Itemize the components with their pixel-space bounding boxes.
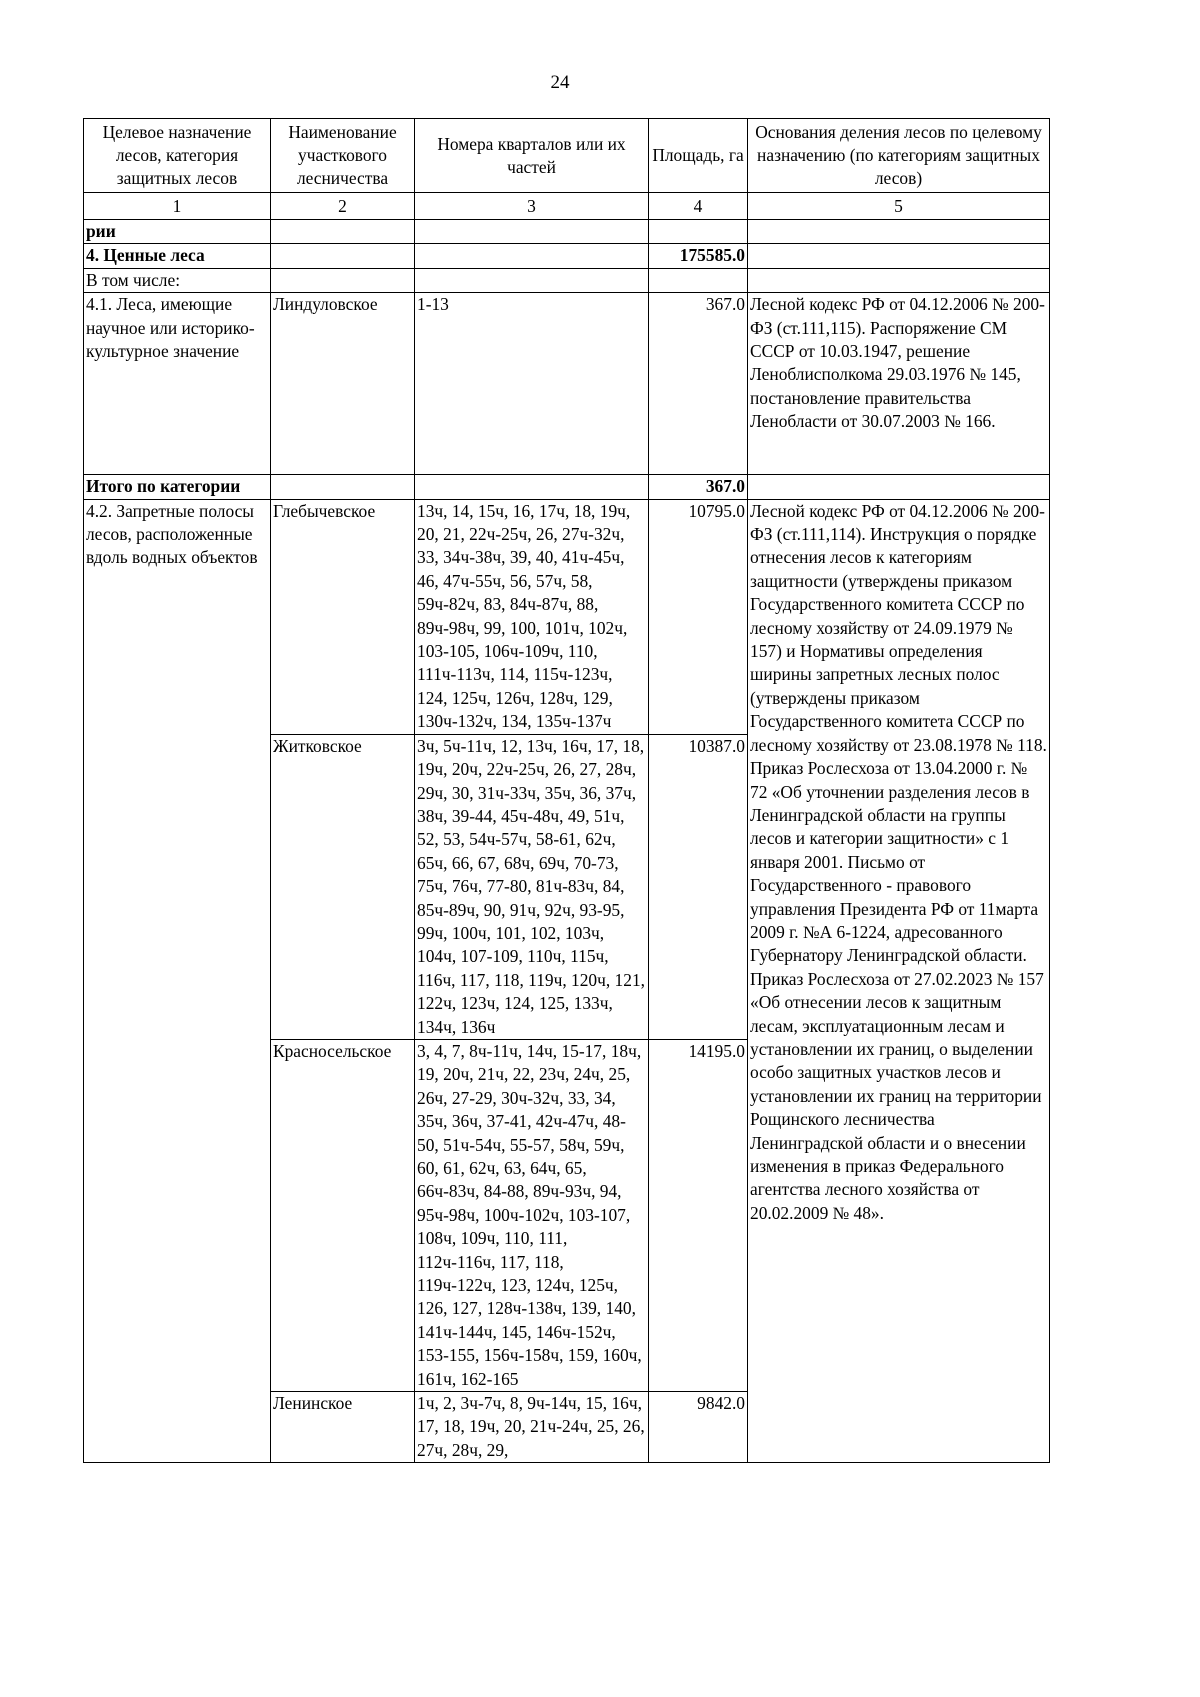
forestry-cell: Глебычевское: [271, 499, 415, 734]
valuable-forests-area: 175585.0: [649, 244, 748, 268]
forestry-cell: Ленинское: [271, 1392, 415, 1463]
basis-cell: Лесной кодекс РФ от 04.12.2006 № 200-ФЗ (ст.111,115). Распоряжение СМ СССР от 10.03.1947, решение Леноблисполкома 29.03.1976 № 145, постановление правительства Ленобласти от 30.07.2003 № 166.: [748, 293, 1050, 475]
table-row-4-1: [84, 293, 1050, 475]
header-purpose: Целевое назначение лесов, категория защитных лесов: [84, 119, 271, 193]
forestry-cell: Житковское: [271, 734, 415, 1039]
continuation-label: рии: [84, 220, 271, 244]
header-area: Площадь, га: [649, 119, 748, 193]
column-numbers-row: [84, 193, 1050, 220]
forestry-cell: Красносельское: [271, 1039, 415, 1391]
col-number: 2: [271, 193, 415, 220]
quarters-cell: 1-13: [415, 293, 649, 475]
area-cell: 367.0: [649, 293, 748, 475]
page-number: 24: [550, 72, 570, 93]
table-row: [84, 268, 1050, 292]
header-quarters: Номера кварталов или их частей: [415, 119, 649, 193]
total-label: Итого по категории: [84, 475, 271, 499]
col-number: 1: [84, 193, 271, 220]
col-number: 3: [415, 193, 649, 220]
table-row: [84, 244, 1050, 268]
area-cell: 9842.0: [649, 1392, 748, 1463]
forests-table: [83, 118, 1050, 1463]
purpose-cell: 4.1. Леса, имеющие научное или историко-культурное значение: [84, 293, 271, 475]
header-basis: Основания деления лесов по целевому назначению (по категориям защитных лесов): [748, 119, 1050, 193]
quarters-cell: 3ч, 5ч-11ч, 12, 13ч, 16ч, 17, 18, 19ч, 20ч, 22ч-25ч, 26, 27, 28ч, 29ч, 30, 31ч-33ч, 35ч, 36, 37ч, 38ч, 39-44, 45ч-48ч, 49, 51ч, 52, 53, 54ч-57ч, 58-61, 62ч, 65ч, 66, 67, 68ч, 69ч, 70-73, 75ч, 76ч, 77-80, 81ч-83ч, 84, 85ч-89ч, 90, 91ч, 92ч, 93-95, 99ч, 100ч, 101, 102, 103ч, 104ч, 107-109, 110ч, 115ч, 116ч, 117, 118, 119ч, 120ч, 121, 122ч, 123ч, 124, 125, 133ч, 134ч, 136ч: [415, 734, 649, 1039]
forestry-cell: Линдуловское: [271, 293, 415, 475]
including-label: В том числе:: [84, 268, 271, 292]
header-row: [84, 119, 1050, 193]
basis-cell: Лесной кодекс РФ от 04.12.2006 № 200-ФЗ (ст.111,114). Инструкция о порядке отнесения лесов к категориям защитности (утверждены приказом Государственного комитета СССР по лесному хозяйству от 24.09.1979 № 157) и Нормативы определения ширины запретных лесных полос (утверждены приказом Государственного комитета СССР по лесному хозяйству от 23.08.1978 № 118. Приказ Рослесхоза от 13.04.2000 г. № 72 «Об уточнении разделения лесов в Ленинградской области на группы лесов и категории защитности» с 1 января 2001. Письмо от Государственного - правового управления Президента РФ от 11марта 2009 г. №А 6-1224, адресованного Губернатору Ленинградской области. Приказ Рослесхоза от 27.02.2023 № 157 «Об отнесении лесов к защитным лесам, эксплуатационным лесам и установлении их границ, о выделении особо защитных участков лесов и установлении их границ на территории Рощинского лесничества Ленинградской области и о внесении изменения в приказ Федерального агентства лесного хозяйства от 20.02.2009 № 48».: [748, 499, 1050, 1463]
col-number: 5: [748, 193, 1050, 220]
quarters-cell: 13ч, 14, 15ч, 16, 17ч, 18, 19ч, 20, 21, 22ч-25ч, 26, 27ч-32ч, 33, 34ч-38ч, 39, 40, 41ч-45ч, 46, 47ч-55ч, 56, 57ч, 58, 59ч-82ч, 83, 84ч-87ч, 88, 89ч-98ч, 99, 100, 101ч, 102ч, 103-105, 106ч-109ч, 110, 111ч-113ч, 114, 115ч-123ч, 124, 125ч, 126ч, 128ч, 129, 130ч-132ч, 134, 135ч-137ч: [415, 499, 649, 734]
header-forestry: Наименование участкового лесничества: [271, 119, 415, 193]
col-number: 4: [649, 193, 748, 220]
valuable-forests-label: 4. Ценные леса: [84, 244, 271, 268]
quarters-cell: 3, 4, 7, 8ч-11ч, 14ч, 15-17, 18ч, 19, 20ч, 21ч, 22, 23ч, 24ч, 25, 26ч, 27-29, 30ч-32ч, 33, 34, 35ч, 36ч, 37-41, 42ч-47ч, 48-50, 51ч-54ч, 55-57, 58ч, 59ч, 60, 61, 62ч, 63, 64ч, 65, 66ч-83ч, 84-88, 89ч-93ч, 94, 95ч-98ч, 100ч-102ч, 103-107, 108ч, 109ч, 110, 111, 112ч-116ч, 117, 118, 119ч-122ч, 123, 124ч, 125ч, 126, 127, 128ч-138ч, 139, 140, 141ч-144ч, 145, 146ч-152ч, 153-155, 156ч-158ч, 159, 160ч, 161ч, 162-165: [415, 1039, 649, 1391]
table-row: [84, 220, 1050, 244]
table-row-4-2: [84, 499, 1050, 734]
area-cell: 14195.0: [649, 1039, 748, 1391]
quarters-cell: 1ч, 2, 3ч-7ч, 8, 9ч-14ч, 15, 16ч, 17, 18, 19ч, 20, 21ч-24ч, 25, 26, 27ч, 28ч, 29,: [415, 1392, 649, 1463]
purpose-cell: 4.2. Запретные полосы лесов, расположенные вдоль водных объектов: [84, 499, 271, 1463]
area-cell: 10387.0: [649, 734, 748, 1039]
total-area: 367.0: [649, 475, 748, 499]
area-cell: 10795.0: [649, 499, 748, 734]
total-row: [84, 475, 1050, 499]
